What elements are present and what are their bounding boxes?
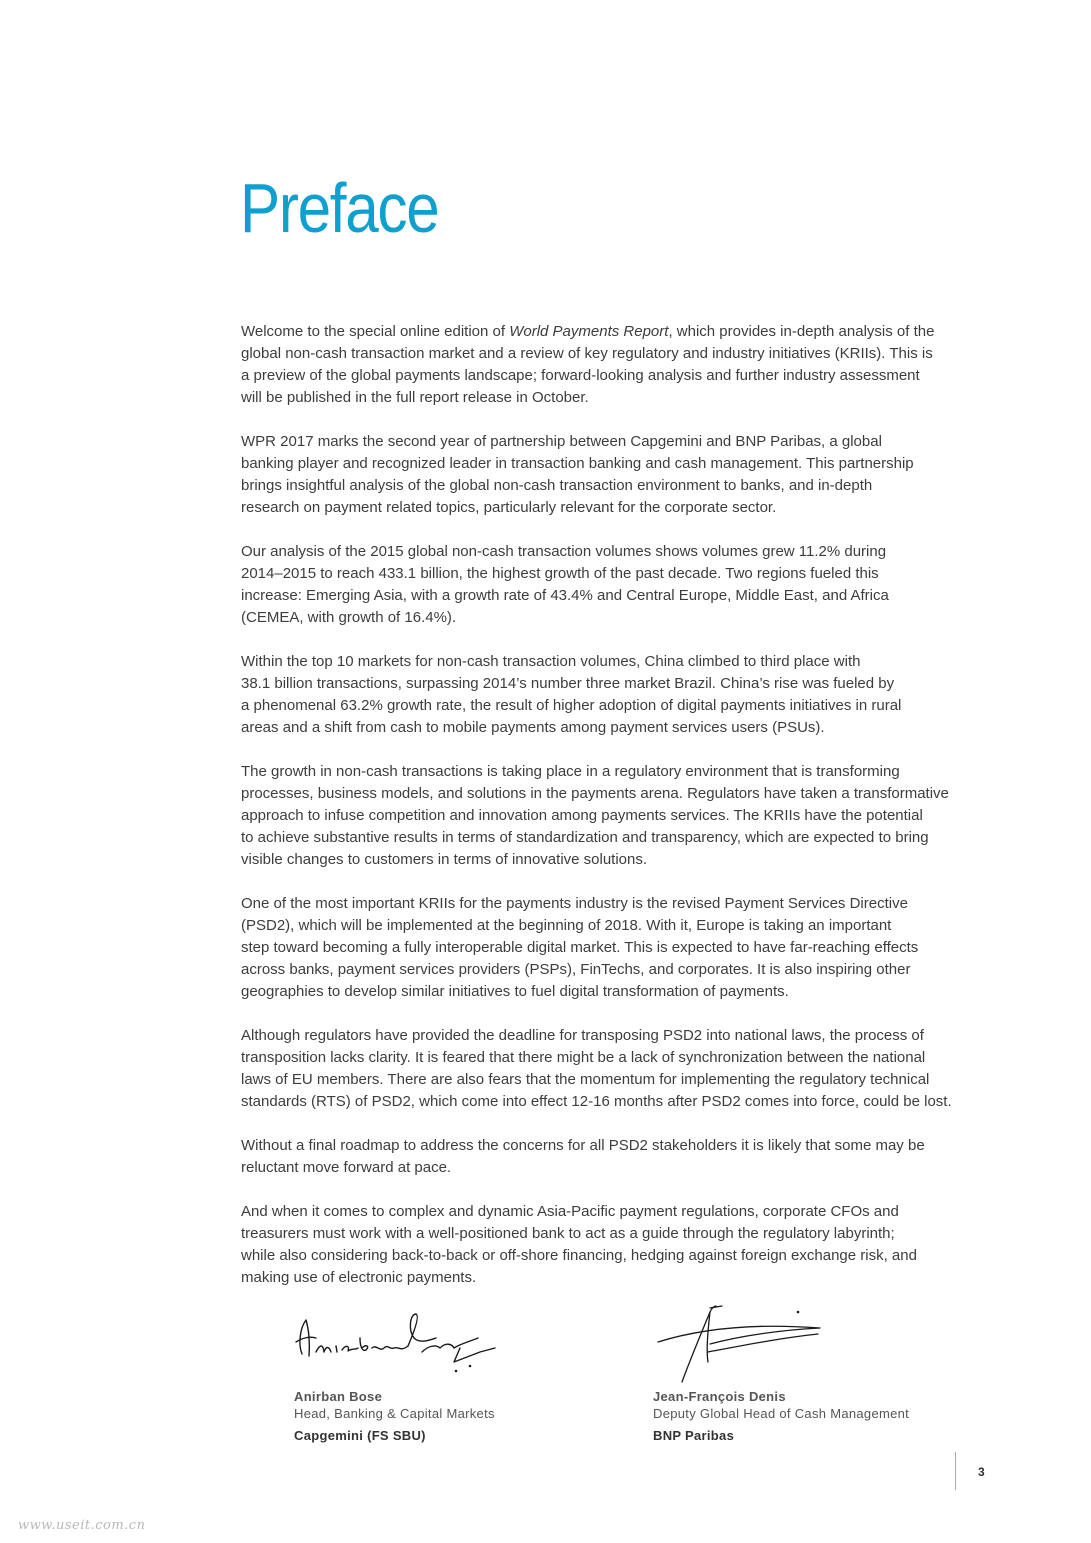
text-line: areas and a shift from cash to mobile payments among payment services users (PSUs).: [241, 719, 825, 736]
paragraph: [241, 1025, 1001, 1113]
text-line: The growth in non-cash transactions is taking place in a regulatory environment that is transforming: [241, 763, 900, 780]
text-line: Welcome to the special online edition of World Payments Report, which provides in-depth analysis of the: [241, 323, 935, 340]
text-line: (PSD2), which will be implemented at the beginning of 2018. With it, Europe is taking an important: [241, 917, 892, 934]
signatory-org: BNP Paribas: [653, 1428, 735, 1443]
text-line: standards (RTS) of PSD2, which come into effect 12-16 months after PSD2 comes into force, could be lost.: [241, 1093, 952, 1110]
text-line: (CEMEA, with growth of 16.4%).: [241, 609, 457, 626]
text-line: And when it comes to complex and dynamic Asia-Pacific payment regulations, corporate CFOs and: [241, 1203, 899, 1220]
watermark: www.useit.com.cn: [18, 1518, 146, 1533]
text-line: geographies to develop similar initiatives to fuel digital transformation of payments.: [241, 983, 789, 1000]
text-line: across banks, payment services providers (PSPs), FinTechs, and corporates. It is also inspiring other: [241, 961, 911, 978]
text-line: approach to infuse competition and innovation among payments services. The KRIIs have the potential: [241, 807, 923, 824]
text-line: Without a final roadmap to address the concerns for all PSD2 stakeholders it is likely that some may be: [241, 1137, 925, 1154]
text-line: Within the top 10 markets for non-cash transaction volumes, China climbed to third place with: [241, 653, 861, 670]
paragraph: [241, 1201, 1001, 1289]
paragraph: [241, 431, 1001, 519]
text-line: brings insightful analysis of the global non-cash transaction environment to banks, and in-depth: [241, 477, 873, 494]
text-line: increase: Emerging Asia, with a growth rate of 43.4% and Central Europe, Middle East, and Africa: [241, 587, 889, 604]
signatory-right: [653, 1388, 909, 1444]
text-line: One of the most important KRIIs for the payments industry is the revised Payment Services Directive: [241, 895, 908, 912]
signature-jean-francois-denis: [650, 1300, 830, 1385]
text-line: step toward becoming a fully interoperable digital market. This is expected to have far-reaching effects: [241, 939, 919, 956]
text-line: 2014–2015 to reach 433.1 billion, the highest growth of the past decade. Two regions fueled this: [241, 565, 879, 582]
signatory-role: Deputy Global Head of Cash Management: [653, 1406, 910, 1421]
preface-body: [241, 321, 1001, 1311]
text-line: treasurers must work with a well-positioned bank to act as a guide through the regulatory labyrinth;: [241, 1225, 895, 1242]
page-number: 3: [978, 1465, 985, 1479]
text-line: 38.1 billion transactions, surpassing 2014’s number three market Brazil. China’s rise was fueled by: [241, 675, 895, 692]
text-line: banking player and recognized leader in transaction banking and cash management. This partnership: [241, 455, 914, 472]
text-line: to achieve substantive results in terms of standardization and transparency, which are expected to bring: [241, 829, 929, 846]
report-title-italic: World Payments Report: [509, 323, 669, 340]
signatory-org: Capgemini (FS SBU): [294, 1428, 426, 1443]
text-line: laws of EU members. There are also fears that the momentum for implementing the regulatory technical: [241, 1071, 930, 1088]
paragraph: [241, 541, 1001, 629]
text-line: transposition lacks clarity. It is feared that there might be a lack of synchronization between the national: [241, 1049, 926, 1066]
text-line: processes, business models, and solutions in the payments arena. Regulators have taken a transformative: [241, 785, 949, 802]
page-number-divider: [955, 1452, 956, 1490]
text-line: while also considering back-to-back or off-shore financing, hedging against foreign exchange risk, and: [241, 1247, 917, 1264]
paragraph: [241, 1135, 1001, 1179]
text-line: a phenomenal 63.2% growth rate, the result of higher adoption of digital payments initiatives in rural: [241, 697, 902, 714]
page-title: Preface: [240, 169, 439, 247]
signatory-name: Anirban Bose: [294, 1389, 383, 1404]
text-line: WPR 2017 marks the second year of partnership between Capgemini and BNP Paribas, a global: [241, 433, 882, 450]
text-line: Although regulators have provided the deadline for transposing PSD2 into national laws, the process of: [241, 1027, 924, 1044]
signatory-name: Jean-François Denis: [653, 1389, 786, 1404]
paragraph: [241, 893, 1001, 1003]
paragraph: [241, 651, 1001, 739]
text-line: reluctant move forward at pace.: [241, 1159, 452, 1176]
paragraph: [241, 761, 1001, 871]
text-line: visible changes to customers in terms of innovative solutions.: [241, 851, 648, 868]
paragraph: [241, 321, 1001, 409]
text-line: research on payment related topics, particularly relevant for the corporate sector.: [241, 499, 777, 516]
text-line: making use of electronic payments.: [241, 1269, 477, 1286]
signatory-left: [294, 1388, 495, 1444]
signatory-role: Head, Banking & Capital Markets: [294, 1406, 495, 1421]
text-line: a preview of the global payments landscape; forward-looking analysis and further industry assessment: [241, 367, 920, 384]
text-line: global non-cash transaction market and a review of key regulatory and industry initiatives (KRIIs). This is: [241, 345, 933, 362]
text-line: Our analysis of the 2015 global non-cash transaction volumes shows volumes grew 11.2% during: [241, 543, 887, 560]
signature-anirban-bose: [290, 1308, 505, 1383]
text-line: will be published in the full report release in October.: [241, 389, 589, 406]
